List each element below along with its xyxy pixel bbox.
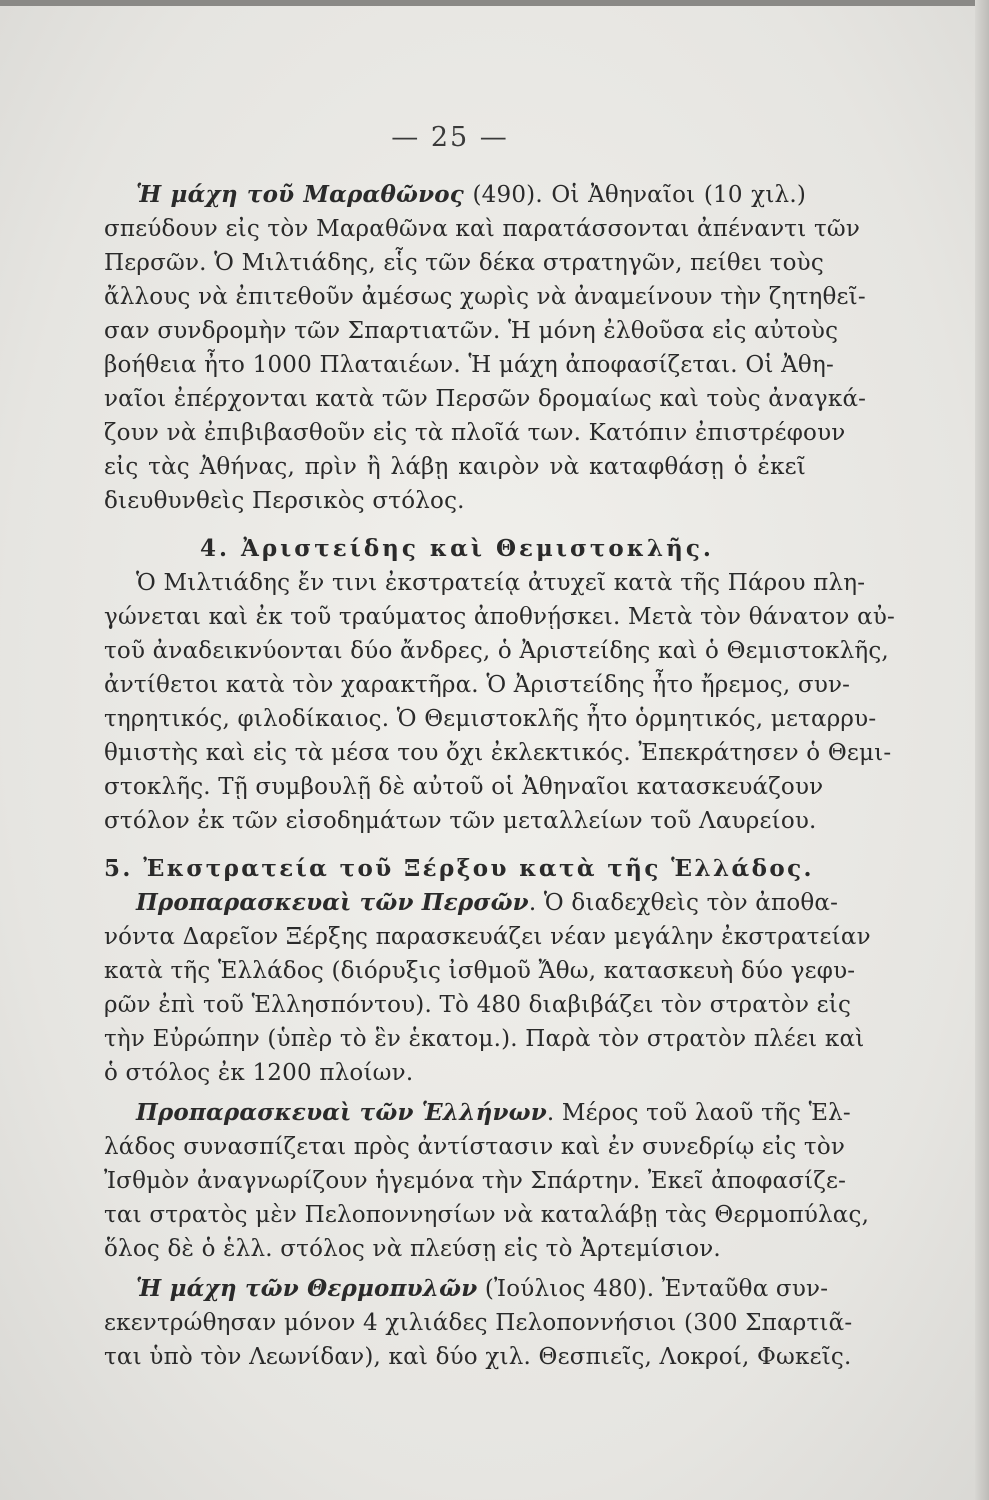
text-run: ρῶν ἐπὶ τοῦ Ἑλλησπόντου). Τὸ 480 διαβιβάζει τὸν στρατὸν εἰς [104, 992, 852, 1018]
text-run: . Ὁ διαδεχθεὶς τὸν ἀποθα- [528, 890, 839, 916]
text-run: ται ὑπὸ τὸν Λεωνίδαν), καὶ δύο χιλ. Θεσπιεῖς, Λοκροί, Φωκεῖς. [104, 1344, 852, 1370]
text-line [104, 770, 824, 804]
paragraph-p2 [104, 532, 895, 838]
text-run: εἰς τὰς Ἀθήνας, πρὶν ἢ λάβῃ καιρὸν νὰ καταφθάσῃ ὁ ἐκεῖ [104, 454, 806, 480]
text-line [104, 416, 846, 450]
text-run: σπεύδουν εἰς τὸν Μαραθῶνα καὶ παρατάσσονται ἀπέναντι τῶν [104, 216, 861, 242]
text-line [104, 382, 867, 416]
text-line [104, 1198, 870, 1232]
text-run: θμιστὴς καὶ εἰς τὰ μέσα του ὄχι ἐκλεκτικός. Ἐπεκράτησεν ὁ Θεμι- [104, 740, 892, 766]
text-run: γώνεται καὶ ἐκ τοῦ τραύματος ἀποθνῄσκει. Μετὰ τὸν θάνατον αὐ- [104, 604, 895, 630]
section-heading: 4. Ἀριστείδης καὶ Θεμιστοκλῆς. [200, 535, 714, 562]
text-line [104, 348, 834, 382]
paragraph-p3 [104, 852, 871, 1090]
text-line [104, 246, 824, 280]
text-line [104, 450, 806, 484]
text-line [104, 1130, 846, 1164]
section-heading: 5. Ἐκστρατεία τοῦ Ξέρξου κατὰ τῆς Ἑλλάδος. [104, 855, 814, 882]
text-line [104, 566, 866, 600]
text-line [104, 1056, 806, 1090]
text-run: ὅλος δὲ ὁ ἑλλ. στόλος νὰ πλεύσῃ εἰς τὸ Ἀρτεμίσιον. [104, 1236, 721, 1262]
paragraph-p5 [104, 1272, 853, 1374]
text-line [104, 1272, 829, 1306]
text-run: ἀντίθετοι κατὰ τὸν χαρακτῆρα. Ὁ Ἀριστείδης ἦτο ἤρεμος, συν- [104, 672, 851, 698]
page-right-edge [975, 0, 989, 1500]
text-line [104, 736, 892, 770]
text-run: τὴν Εὐρώπην (ὑπὲρ τὸ ἓν ἑκατομ.). Παρὰ τὸν στρατὸν πλέει καὶ [104, 1026, 865, 1052]
text-line [104, 1096, 851, 1130]
text-run: Περσῶν. Ὁ Μιλτιάδης, εἷς τῶν δέκα στρατηγῶν, πείθει τοὺς [104, 250, 824, 276]
italic-run: Ἡ μάχη τῶν Θερμοπυλῶν [136, 1275, 478, 1302]
text-run: διευθυνθεὶς Περσικὸς στόλος. [104, 488, 465, 514]
text-run: . Μέρος τοῦ λαοῦ τῆς Ἑλ- [546, 1100, 851, 1126]
text-run: ναῖοι ἐπέρχονται κατὰ τῶν Περσῶν δρομαίως καὶ τοὺς ἀναγκά- [104, 386, 867, 412]
text-run: τηρητικός, φιλοδίκαιος. Ὁ Θεμιστοκλῆς ἦτο ὁρμητικός, μεταρρυ- [104, 706, 877, 732]
text-line [104, 1164, 847, 1198]
text-run: τοῦ ἀναδεικνύονται δύο ἄνδρες, ὁ Ἀριστείδης καὶ ὁ Θεμιστοκλῆς, [104, 638, 889, 664]
text-line [104, 804, 817, 838]
text-line [104, 314, 839, 348]
text-line [104, 668, 851, 702]
text-run: (490). Οἱ Ἀθηναῖοι (10 χιλ.) [464, 182, 806, 208]
text-run: κατὰ τῆς Ἑλλάδος (διόρυξις ἰσθμοῦ Ἄθω, κατασκευὴ δύο γεφυ- [104, 958, 856, 984]
text-run: Ὁ Μιλτιάδης ἔν τινι ἐκστρατείᾳ ἀτυχεῖ κατὰ τῆς Πάρου πλη- [136, 570, 866, 596]
text-run: νόντα Δαρεῖον Ξέρξης παρασκευάζει νέαν μεγάλην ἐκστρατείαν [104, 924, 871, 950]
text-line [104, 920, 871, 954]
paragraph-p4 [104, 1096, 870, 1266]
page-top-edge [0, 0, 989, 6]
text-run: ζουν νὰ ἐπιβιβασθοῦν εἰς τὰ πλοῖά των. Κατόπιν ἐπιστρέφουν [104, 420, 846, 446]
text-run: στοκλῆς. Τῇ συμβουλῇ δὲ αὐτοῦ οἱ Ἀθηναῖοι κατασκευάζουν [104, 774, 824, 800]
text-run: ἄλλους νὰ ἐπιτεθοῦν ἀμέσως χωρὶς νὰ ἀναμείνουν τὴν ζητηθεῖ- [104, 284, 866, 310]
text-run: (Ἰούλιος 480). Ἐνταῦθα συν- [477, 1276, 829, 1302]
text-line [104, 1022, 865, 1056]
text-line [104, 1340, 852, 1374]
body-text [104, 178, 895, 1374]
text-line [104, 1232, 806, 1266]
text-line [104, 634, 889, 668]
text-run: ται στρατὸς μὲν Πελοποννησίων νὰ καταλάβῃ τὰς Θερμοπύλας, [104, 1202, 870, 1228]
page-number: — 25 — [391, 122, 509, 153]
paragraph-p1 [104, 178, 867, 518]
italic-run: Προπαρασκευαὶ τῶν Ἑλλήνων [136, 1099, 547, 1126]
text-run: στόλον ἐκ τῶν εἰσοδημάτων τῶν μεταλλείων τοῦ Λαυρείου. [104, 808, 817, 834]
text-line [104, 280, 866, 314]
text-line [104, 954, 856, 988]
text-line [104, 600, 895, 634]
text-run: ὁ στόλος ἐκ 1200 πλοίων. [104, 1060, 414, 1086]
text-run: βοήθεια ἦτο 1000 Πλαταιέων. Ἡ μάχη ἀποφασίζεται. Οἱ Ἀθη- [104, 352, 834, 378]
text-line [104, 484, 806, 518]
text-run: σαν συνδρομὴν τῶν Σπαρτιατῶν. Ἡ μόνη ἐλθοῦσα εἰς αὐτοὺς [104, 318, 839, 344]
italic-run: Ἡ μάχη τοῦ Μαραθῶνος [136, 181, 464, 208]
text-line [104, 988, 852, 1022]
text-line [104, 212, 861, 246]
text-line [104, 702, 877, 736]
text-run: Ἰσθμὸν ἀναγνωρίζουν ἡγεμόνα τὴν Σπάρτην. Ἐκεῖ ἀποφασίζε- [104, 1168, 847, 1194]
text-line [104, 178, 806, 212]
text-line [104, 886, 839, 920]
text-run: λάδος συνασπίζεται πρὸς ἀντίστασιν καὶ ἐν συνεδρίῳ εἰς τὸν [104, 1134, 846, 1160]
italic-run: Προπαρασκευαὶ τῶν Περσῶν [136, 889, 529, 916]
text-run: εκεντρώθησαν μόνον 4 χιλιάδες Πελοποννήσιοι (300 Σπαρτιᾶ- [104, 1310, 853, 1336]
text-line [104, 1306, 853, 1340]
